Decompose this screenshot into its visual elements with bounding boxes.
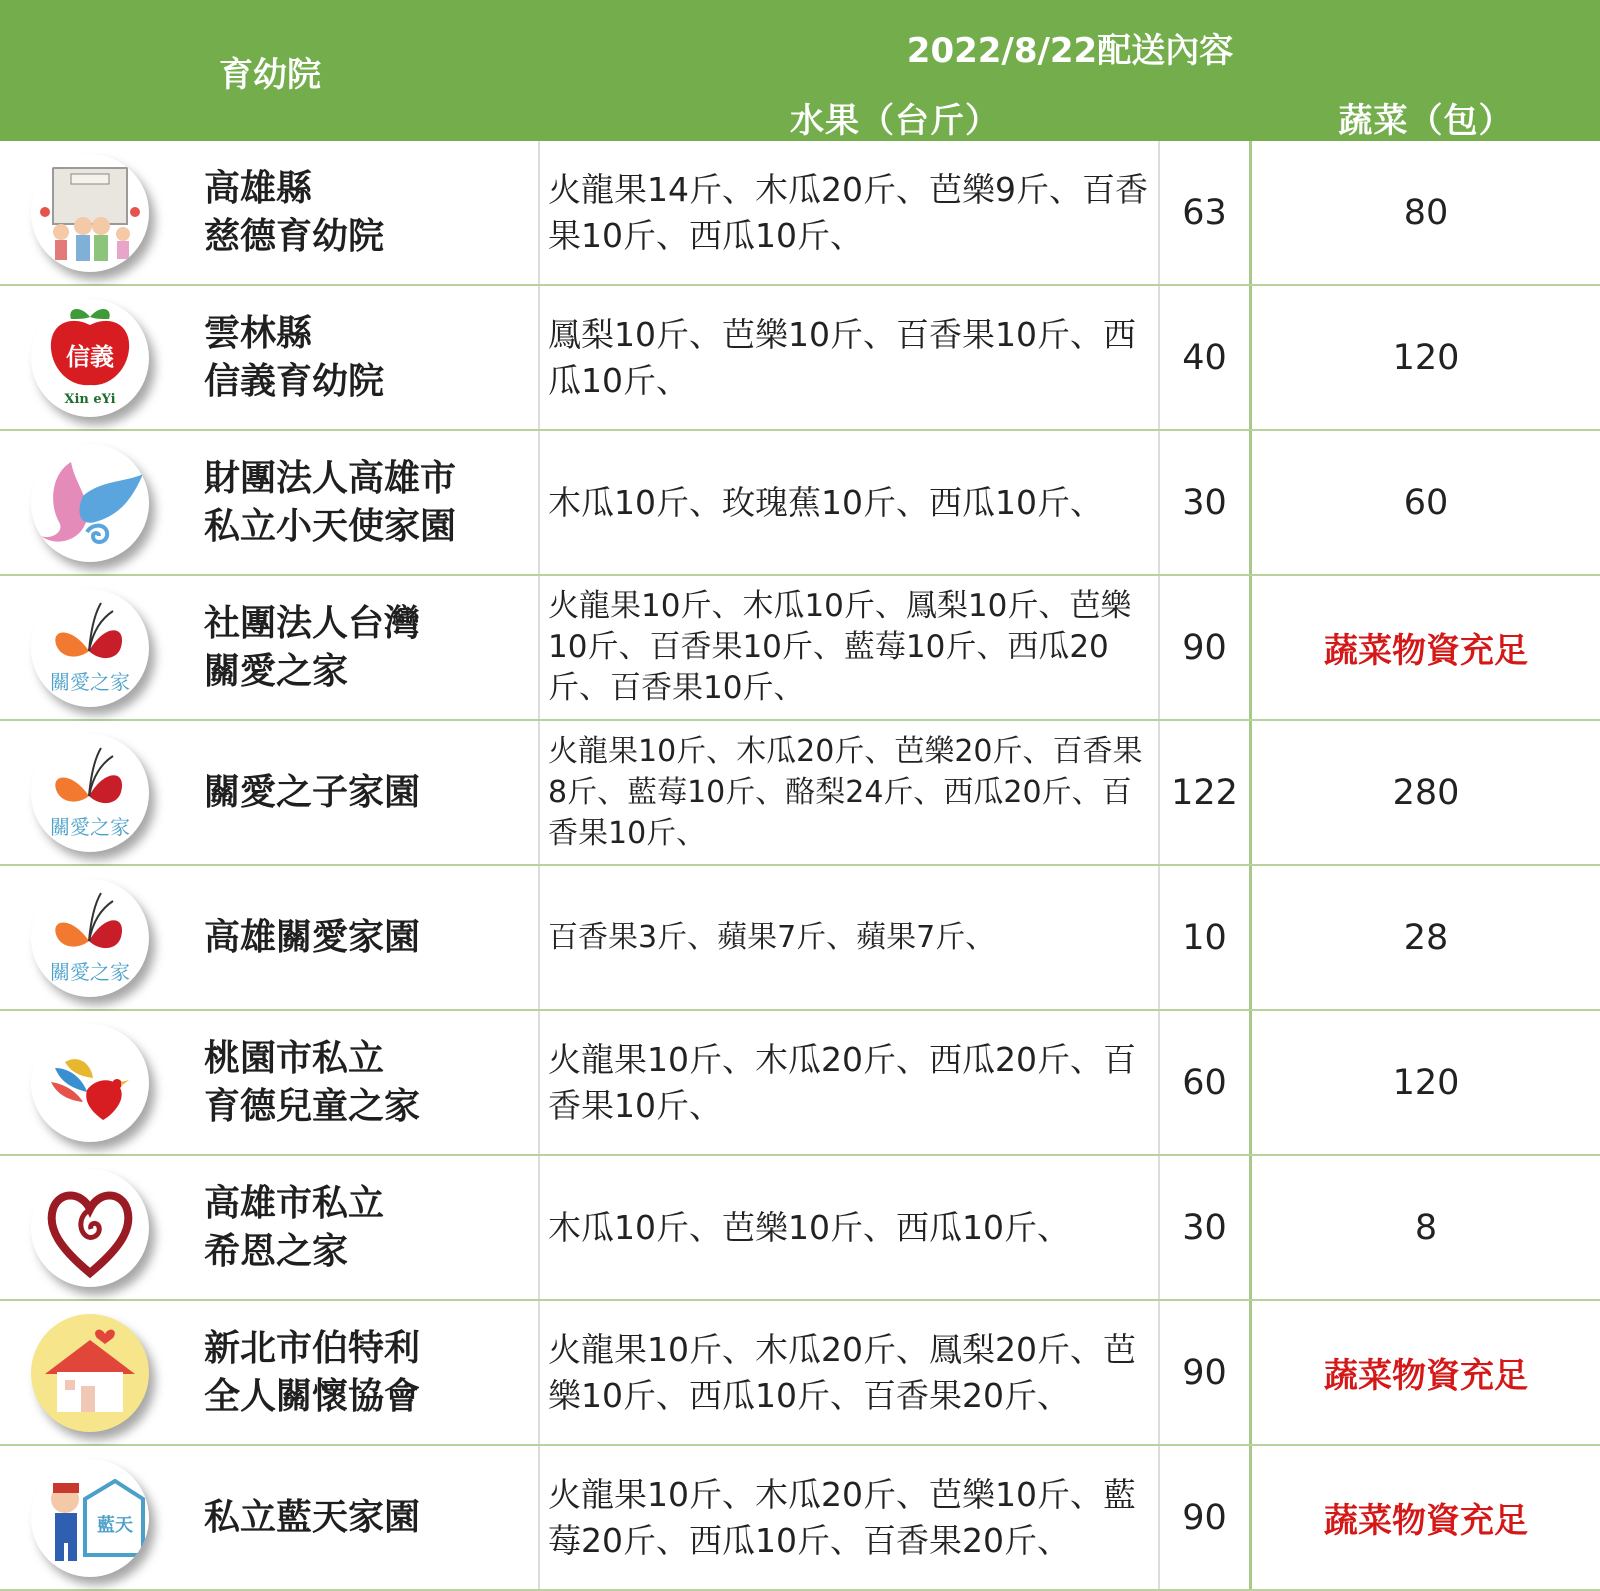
table-row <box>0 1156 1600 1301</box>
orphanage-name: 私立藍天家園 <box>204 1496 421 1538</box>
orphanage-name: 高雄關愛家園 <box>204 916 421 958</box>
fruit-total: 90 <box>1160 1301 1252 1444</box>
orphanage-name: 高雄縣 慈德育幼院 <box>204 167 385 257</box>
cide-logo-icon <box>31 154 149 272</box>
fruit-total: 10 <box>1160 866 1252 1009</box>
logo-text: 關愛之家 <box>50 959 130 984</box>
vegetable-count: 120 <box>1392 337 1460 378</box>
logo-text: 關愛之家 <box>50 814 130 839</box>
delivery-date-title: 2022/8/22配送內容 <box>906 31 1234 71</box>
fruit-items: 火龍果14斤、木瓜20斤、芭樂9斤、百香果10斤、西瓜10斤、 <box>548 169 1148 255</box>
fruit-items: 火龍果10斤、木瓜20斤、西瓜20斤、百香果10斤、 <box>548 1039 1136 1125</box>
vegetable-count: 60 <box>1403 482 1449 523</box>
little-angel-logo-icon <box>31 444 149 562</box>
orphanage-name: 雲林縣 信義育幼院 <box>204 312 385 402</box>
fruit-total: 30 <box>1160 431 1252 574</box>
fruit-items: 木瓜10斤、玫瑰蕉10斤、西瓜10斤、 <box>548 482 1103 522</box>
fruit-items: 火龍果10斤、木瓜20斤、芭樂20斤、百香果8斤、藍莓10斤、酪梨24斤、西瓜20斤、百香果10斤、 <box>548 734 1143 851</box>
vegetable-count: 280 <box>1392 772 1460 813</box>
orphanage-name: 桃園市私立 育德兒童之家 <box>204 1037 421 1127</box>
fruit-items: 火龍果10斤、木瓜20斤、鳳梨20斤、芭樂10斤、西瓜10斤、百香果20斤、 <box>548 1329 1136 1415</box>
orphanage-name: 新北市伯特利 全人關懷協會 <box>204 1327 421 1417</box>
column-header-vegetable: 蔬菜（包） <box>1338 101 1514 141</box>
bird-heart-logo-icon <box>31 1024 149 1142</box>
table-row <box>0 721 1600 866</box>
vegetable-count: 8 <box>1414 1207 1438 1248</box>
fruit-total: 90 <box>1160 576 1252 719</box>
table-row <box>0 576 1600 721</box>
table-row <box>0 286 1600 431</box>
house-logo-icon <box>31 1314 149 1432</box>
blue-sky-logo-icon <box>31 1459 149 1577</box>
fruit-items: 火龍果10斤、木瓜20斤、芭樂10斤、藍莓20斤、西瓜10斤、百香果20斤、 <box>548 1474 1136 1560</box>
vegetable-count: 80 <box>1403 192 1449 233</box>
table-row <box>0 1301 1600 1446</box>
fruit-total: 122 <box>1160 721 1252 864</box>
column-header-orphanage: 育幼院 <box>219 55 321 95</box>
logo-text: 信義 <box>66 341 114 371</box>
fruit-total: 90 <box>1160 1446 1252 1589</box>
vegetable-sufficient-notice: 蔬菜物資充足 <box>1324 1501 1528 1541</box>
logo-text: 關愛之家 <box>50 669 130 694</box>
vegetable-count: 120 <box>1392 1062 1460 1103</box>
table-row <box>0 141 1600 286</box>
orphanage-name: 社團法人台灣 關愛之家 <box>204 602 421 692</box>
xinyi-apple-logo-icon <box>31 299 149 417</box>
butterfly-logo-icon <box>31 589 149 707</box>
fruit-total: 60 <box>1160 1011 1252 1154</box>
orphanage-name: 關愛之子家園 <box>204 771 421 813</box>
table-row <box>0 1011 1600 1156</box>
orphanage-name: 財團法人高雄市 私立小天使家園 <box>204 457 457 547</box>
fruit-items: 火龍果10斤、木瓜10斤、鳳梨10斤、芭樂10斤、百香果10斤、藍莓10斤、西瓜20斤、百香果10斤、 <box>548 588 1132 706</box>
table-row <box>0 431 1600 576</box>
vegetable-sufficient-notice: 蔬菜物資充足 <box>1324 631 1528 671</box>
fruit-items: 鳳梨10斤、芭樂10斤、百香果10斤、西瓜10斤、 <box>548 314 1136 400</box>
fruit-total: 63 <box>1160 141 1252 284</box>
fruit-items: 木瓜10斤、芭樂10斤、西瓜10斤、 <box>548 1207 1070 1247</box>
logo-subtext: Xin eYi <box>64 391 116 407</box>
heart-baby-logo-icon <box>31 1169 149 1287</box>
delivery-table <box>0 141 1600 1591</box>
vegetable-sufficient-notice: 蔬菜物資充足 <box>1324 1356 1528 1396</box>
vegetable-count: 28 <box>1403 917 1449 958</box>
fruit-total: 30 <box>1160 1156 1252 1299</box>
butterfly-logo-icon <box>31 734 149 852</box>
table-header <box>0 0 1600 141</box>
fruit-items: 百香果3斤、蘋果7斤、蘋果7斤、 <box>548 919 996 955</box>
table-row <box>0 1446 1600 1591</box>
orphanage-name: 高雄市私立 希恩之家 <box>204 1182 385 1272</box>
table-row <box>0 866 1600 1011</box>
butterfly-logo-icon <box>31 879 149 997</box>
fruit-total: 40 <box>1160 286 1252 429</box>
logo-text: 藍天 <box>97 1514 133 1536</box>
column-header-fruit: 水果（台斤） <box>790 101 1000 141</box>
